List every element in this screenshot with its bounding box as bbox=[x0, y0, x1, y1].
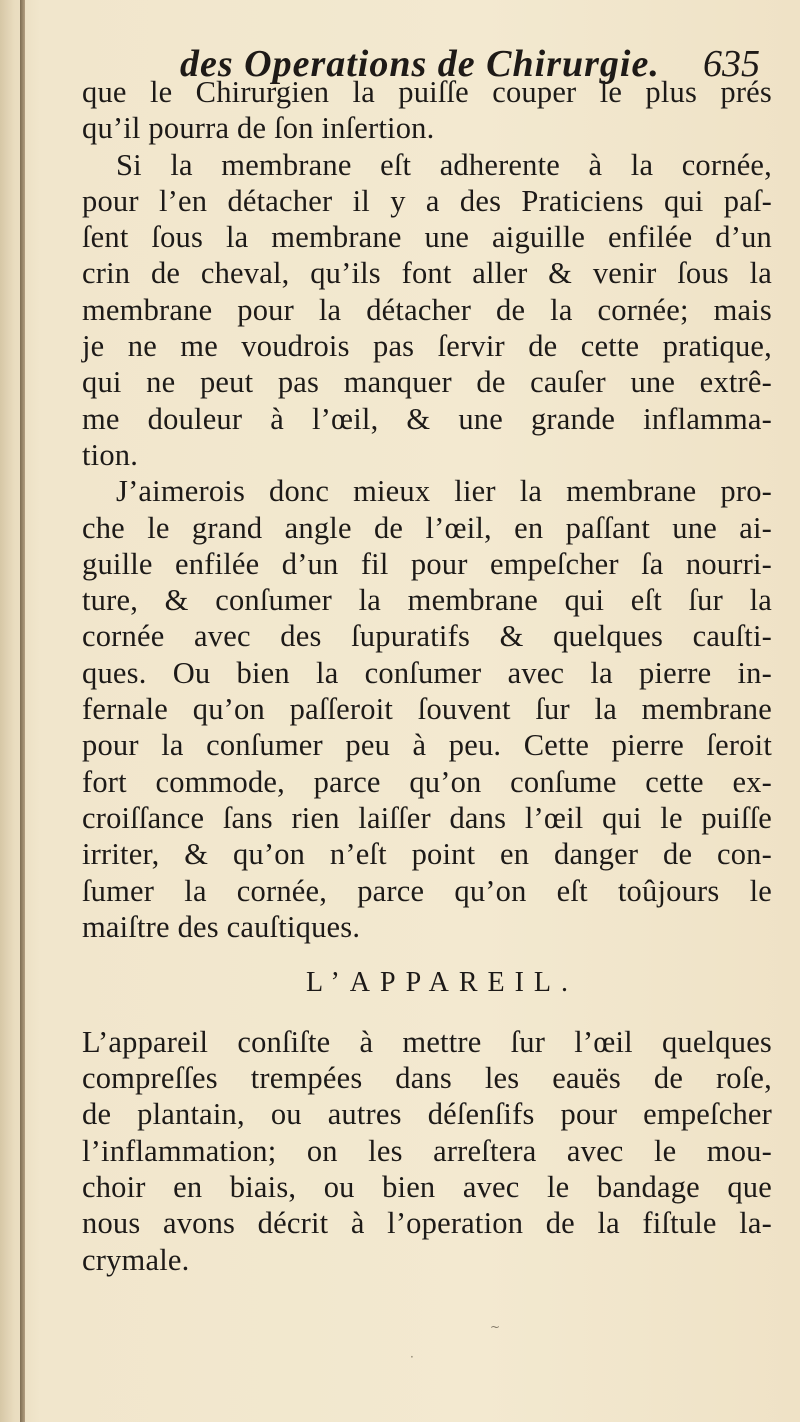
section-heading: L’APPAREIL. bbox=[305, 967, 579, 999]
text-line: ques. Ou bien la conſumer avec la pierre in- bbox=[82, 655, 772, 690]
text-line: J’aimerois donc mieux lier la membrane pro- bbox=[116, 474, 772, 509]
text-line: je ne me voudrois pas ſervir de cette pratique, bbox=[82, 329, 772, 364]
text-line: guille enfilée d’un fil pour empeſcher ſa nourri- bbox=[82, 546, 772, 581]
page-gutter bbox=[20, 0, 25, 1422]
text-line: ture, & conſumer la membrane qui eſt ſur la bbox=[82, 583, 772, 618]
page-body bbox=[82, 74, 772, 1278]
text-line: nous avons décrit à l’operation de la fiſtule la- bbox=[82, 1206, 772, 1241]
text-line: ſent ſous la membrane une aiguille enfilée d’un bbox=[82, 220, 772, 255]
ink-speck: · bbox=[410, 1350, 414, 1364]
text-line: qu’il pourra de ſon inſertion. bbox=[82, 111, 435, 146]
header-title: des Operations de Chirurgie. bbox=[180, 43, 660, 85]
text-line: pour la conſumer peu à peu. Cette pierre ſeroit bbox=[82, 728, 772, 763]
text-line: cornée avec des ſupuratifs & quelques cauſti- bbox=[82, 619, 772, 654]
text-line: qui ne peut pas manquer de cauſer une extrê- bbox=[82, 365, 772, 400]
text-line: choir en biais, ou bien avec le bandage que bbox=[82, 1169, 772, 1204]
text-line: compreſſes trempées dans les eauës de roſe, bbox=[82, 1061, 772, 1096]
text-line: maiſtre des cauſtiques. bbox=[82, 909, 361, 944]
text-line: ſumer la cornée, parce qu’on eſt toûjours le bbox=[82, 873, 772, 908]
text-line: tion. bbox=[82, 437, 139, 472]
text-line: pour l’en détacher il y a des Praticiens qui paſ- bbox=[82, 183, 772, 218]
ink-speck: ~ bbox=[490, 1320, 501, 1334]
text-line: membrane pour la détacher de la cornée; mais bbox=[82, 292, 772, 327]
text-line: L’appareil conſiſte à mettre ſur l’œil quelques bbox=[82, 1024, 772, 1059]
text-line: l’inflammation; on les arreſtera avec le mou- bbox=[82, 1133, 772, 1168]
text-line: de plantain, ou autres déſenſifs pour empeſcher bbox=[82, 1097, 772, 1132]
page-number: 635 bbox=[703, 43, 760, 85]
text-line: che le grand angle de l’œil, en paſſant une ai- bbox=[82, 510, 772, 545]
text-line: Si la membrane eſt adherente à la cornée, bbox=[116, 147, 772, 182]
text-line: que le Chirurgien la puiſſe couper le plus prés bbox=[82, 75, 772, 109]
text-line: crin de cheval, qu’ils font aller & venir ſous la bbox=[82, 256, 772, 291]
section-gap bbox=[82, 1002, 772, 1024]
text-line: fort commode, parce qu’on conſume cette ex- bbox=[82, 764, 772, 799]
text-line: croiſſance ſans rien laiſſer dans l’œil qui le puiſſe bbox=[82, 800, 772, 835]
text-line: crymale. bbox=[82, 1242, 190, 1277]
text-line: me douleur à l’œil, & une grande inflamma- bbox=[82, 401, 772, 436]
text-line: irriter, & qu’on n’eſt point en danger de con- bbox=[82, 837, 772, 872]
text-line: fernale qu’on paſſeroit ſouvent ſur la membrane bbox=[82, 692, 772, 727]
